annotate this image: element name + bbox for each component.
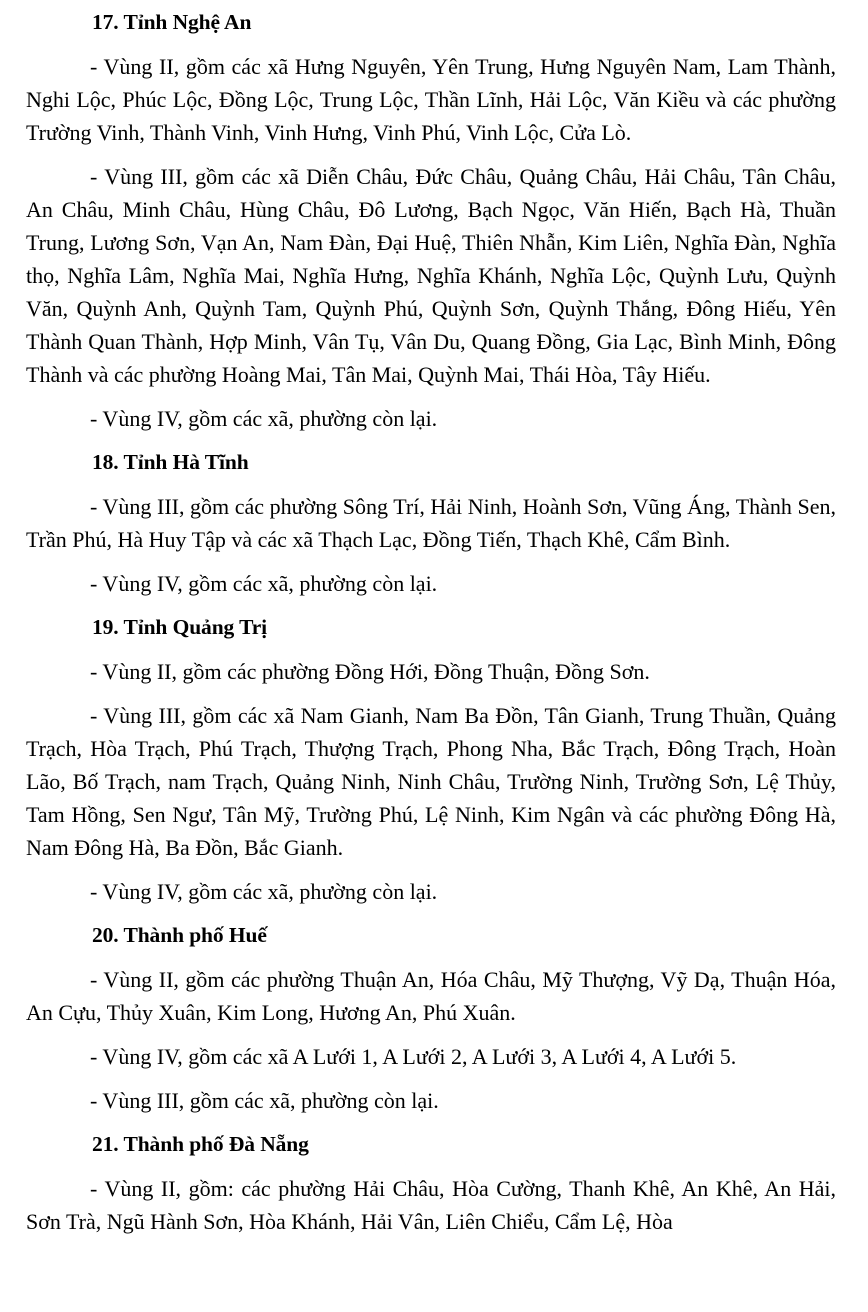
paragraph-spacer (26, 479, 836, 490)
paragraph-spacer (26, 435, 836, 446)
para-quang-tri-vung-2: - Vùng II, gồm các phường Đồng Hới, Đồng Thuận, Đồng Sơn. (90, 659, 650, 684)
para-quang-tri-vung-4: - Vùng IV, gồm các xã, phường còn lại. (90, 879, 438, 904)
para-nghe-an-vung-4: - Vùng IV, gồm các xã, phường còn lại. (90, 406, 438, 431)
heading-hue: 20. Thành phố Huế (92, 923, 267, 947)
paragraph-spacer (26, 39, 836, 50)
heading-quang-tri: 19. Tỉnh Quảng Trị (92, 615, 268, 639)
paragraph-spacer (26, 1029, 836, 1040)
paragraph-spacer (26, 149, 836, 160)
paragraph-spacer (26, 1117, 836, 1128)
para-ha-tinh-vung-3: - Vùng III, gồm các phường Sông Trí, Hải Ninh, Hoành Sơn, Vũng Áng, Thành Sen, Trần Phú, Hà Huy Tập và các xã Thạch Lạc, Đồng Tiến, Thạch Khê, Cẩm Bình. (26, 494, 836, 552)
paragraph-spacer (26, 1073, 836, 1084)
heading-ha-tinh: 18. Tỉnh Hà Tĩnh (92, 450, 249, 474)
heading-da-nang: 21. Thành phố Đà Nẵng (92, 1132, 309, 1156)
para-nghe-an-vung-3: - Vùng III, gồm các xã Diễn Châu, Đức Châu, Quảng Châu, Hải Châu, Tân Châu, An Châu, Minh Châu, Hùng Châu, Đô Lương, Bạch Ngọc, Văn Hiến, Bạch Hà, Thuần Trung, Lương Sơn, Vạn An, Nam Đàn, Đại Huệ, Thiên Nhẫn, Kim Liên, Nghĩa Đàn, Nghĩa thọ, Nghĩa Lâm, Nghĩa Mai, Nghĩa Hưng, Nghĩa Khánh, Nghĩa Lộc, Quỳnh Lưu, Quỳnh Văn, Quỳnh Anh, Quỳnh Tam, Quỳnh Phú, Quỳnh Sơn, Quỳnh Thắng, Đông Hiếu, Yên Thành Quan Thành, Hợp Minh, Vân Tụ, Vân Du, Quang Đồng, Gia Lạc, Bình Minh, Đông Thành và các phường Hoàng Mai, Tân Mai, Quỳnh Mai, Thái Hòa, Tây Hiếu. (26, 164, 836, 387)
paragraph-spacer (26, 952, 836, 963)
para-nghe-an-vung-2: - Vùng II, gồm các xã Hưng Nguyên, Yên Trung, Hưng Nguyên Nam, Lam Thành, Nghi Lộc, Phúc Lộc, Đồng Lộc, Trung Lộc, Thần Lĩnh, Hải Lộc, Văn Kiều và các phường Trường Vinh, Thành Vinh, Vinh Hưng, Vinh Phú, Vinh Lộc, Cửa Lò. (26, 54, 836, 145)
para-quang-tri-vung-3: - Vùng III, gồm các xã Nam Gianh, Nam Ba Đồn, Tân Gianh, Trung Thuần, Quảng Trạch, Hòa Trạch, Phú Trạch, Thượng Trạch, Phong Nha, Bắc Trạch, Đông Trạch, Hoàn Lão, Bố Trạch, nam Trạch, Quảng Ninh, Ninh Châu, Trường Ninh, Trường Sơn, Lệ Thủy, Tam Hồng, Sen Ngư, Tân Mỹ, Trường Phú, Lệ Ninh, Kim Ngân và các phường Đông Hà, Nam Đông Hà, Ba Đồn, Bắc Gianh. (26, 703, 836, 860)
paragraph-spacer (26, 391, 836, 402)
paragraph-spacer (26, 688, 836, 699)
paragraph-spacer (26, 644, 836, 655)
paragraph-spacer (26, 908, 836, 919)
para-da-nang-vung-2: - Vùng II, gồm: các phường Hải Châu, Hòa Cường, Thanh Khê, An Khê, An Hải, Sơn Trà, Ngũ Hành Sơn, Hòa Khánh, Hải Vân, Liên Chiểu, Cẩm Lệ, Hòa (26, 1176, 836, 1234)
paragraph-spacer (26, 556, 836, 567)
para-hue-vung-2: - Vùng II, gồm các phường Thuận An, Hóa Châu, Mỹ Thượng, Vỹ Dạ, Thuận Hóa, An Cựu, Thủy Xuân, Kim Long, Hương An, Phú Xuân. (26, 967, 836, 1025)
paragraph-spacer (26, 864, 836, 875)
paragraph-spacer (26, 600, 836, 611)
para-hue-vung-3: - Vùng III, gồm các xã, phường còn lại. (90, 1088, 439, 1113)
para-ha-tinh-vung-4: - Vùng IV, gồm các xã, phường còn lại. (90, 571, 438, 596)
heading-nghe-an: 17. Tỉnh Nghệ An (92, 10, 252, 34)
paragraph-spacer (26, 1161, 836, 1172)
para-hue-vung-4: - Vùng IV, gồm các xã A Lưới 1, A Lưới 2, A Lưới 3, A Lưới 4, A Lưới 5. (90, 1044, 737, 1069)
document-body (26, 6, 836, 1238)
